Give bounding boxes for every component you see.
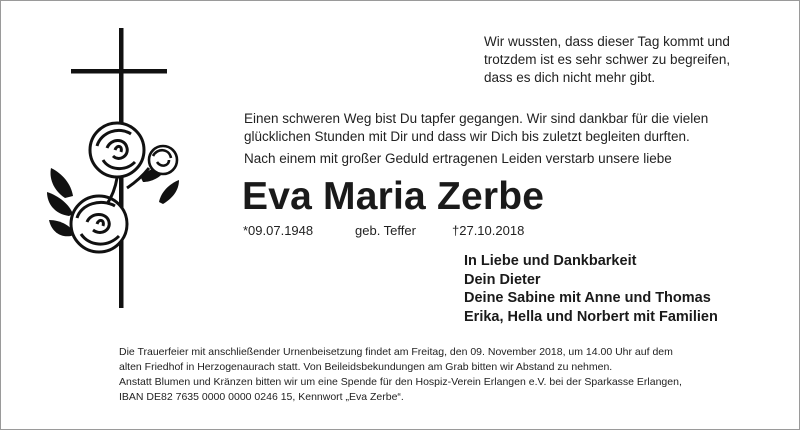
notice-line: alten Friedhof in Herzogenaurach statt. Von Beileidsbekundungen am Grab bitten wir Abstand zu nehmen. [119, 361, 613, 373]
signer-line: In Liebe und Dankbarkeit [464, 253, 637, 269]
intro-line: glücklichen Stunden mit Dir und dass wir Dich bis zuletzt begleiten durften. [244, 129, 690, 144]
quote-text [484, 33, 784, 87]
signer-line: Deine Sabine mit Anne und Thomas [464, 290, 711, 306]
notice-line: Die Trauerfeier mit anschließender Urnenbeisetzung findet am Freitag, den 09. November 2018, um 14.00 Uhr auf dem [119, 346, 673, 358]
signers-block [464, 252, 794, 326]
quote-line: trotzdem ist es sehr schwer zu begreifen, [484, 52, 731, 67]
notice-line: Anstatt Blumen und Kränzen bitten wir um eine Spende für den Hospiz-Verein Erlangen e.V. bei der Sparkasse Erlangen, [119, 376, 682, 388]
intro-line: Nach einem mit großer Geduld ertragenen Leiden verstarb unsere liebe [244, 151, 672, 166]
notice-line: IBAN DE82 7635 0000 0000 0246 15, Kennwort „Eva Zerbe“. [119, 391, 404, 403]
death-date: †27.10.2018 [452, 223, 525, 238]
birth-date: *09.07.1948 [243, 223, 314, 238]
cross-with-roses-icon [45, 28, 185, 318]
maiden-name: geb. Teffer [355, 223, 416, 238]
quote-line: Wir wussten, dass dieser Tag kommt und [484, 34, 730, 49]
quote-line: dass es dich nicht mehr gibt. [484, 70, 656, 85]
deceased-name: Eva Maria Zerbe [242, 175, 545, 218]
signer-line: Erika, Hella und Norbert mit Familien [464, 308, 718, 325]
intro-line: Einen schweren Weg bist Du tapfer gegangen. Wir sind dankbar für die vielen [244, 111, 709, 126]
signer-line: Dein Dieter [464, 271, 541, 288]
intro-text [244, 110, 784, 168]
funeral-notice [119, 345, 799, 405]
